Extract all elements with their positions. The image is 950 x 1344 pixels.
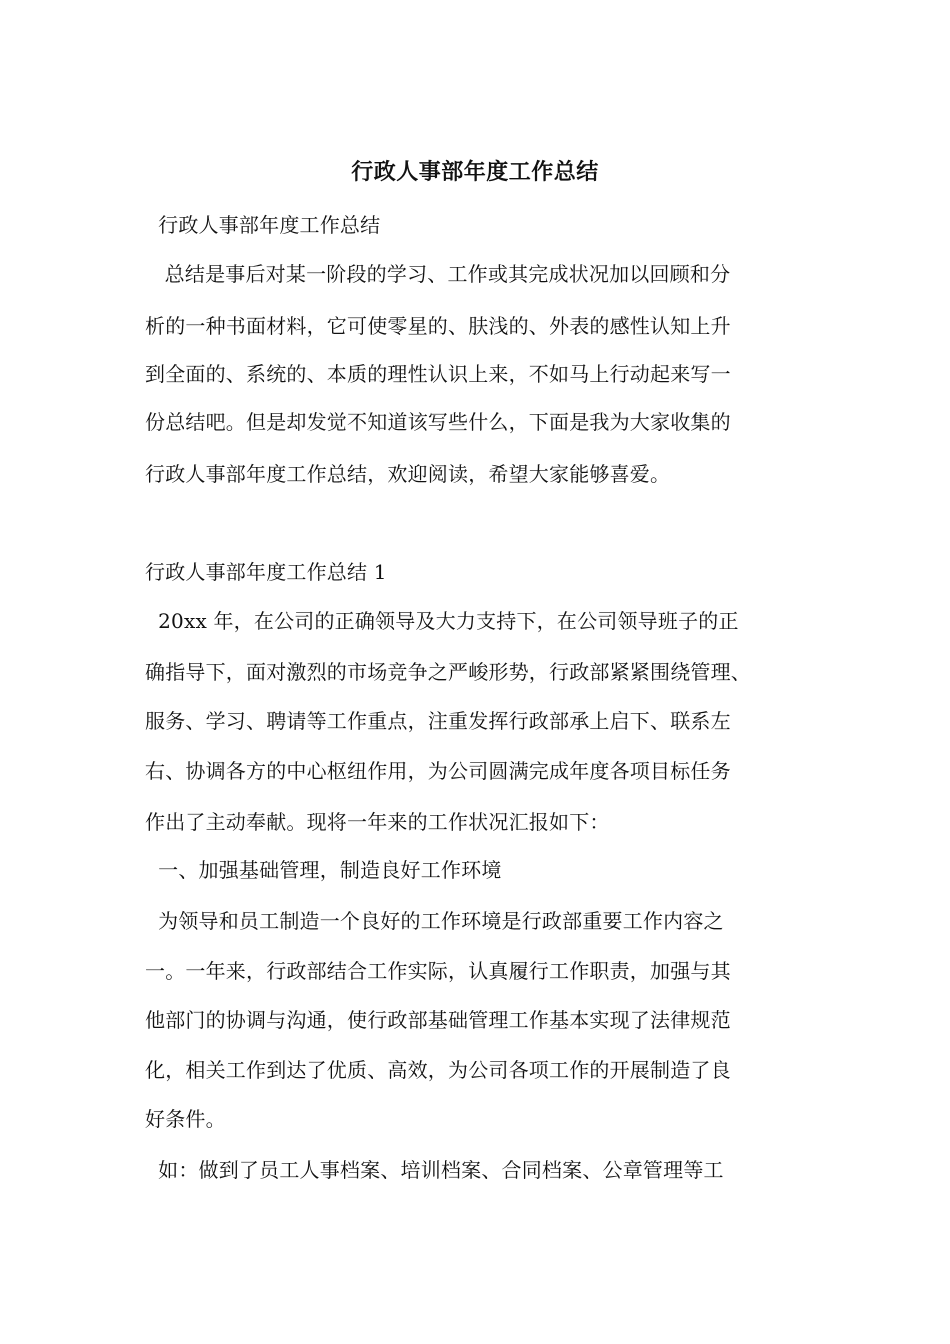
body-line-11: 如：做到了员工人事档案、培训档案、合同档案、公章管理等工 bbox=[145, 1158, 724, 1182]
body-line-2: 确指导下，面对激烈的市场竞争之严峻形势，行政部紧紧围绕管理、 bbox=[145, 660, 751, 684]
subsection-heading-1: 一、加强基础管理，制造良好工作环境 bbox=[145, 858, 502, 882]
body-line-6: 为领导和员工制造一个良好的工作环境是行政部重要工作内容之 bbox=[145, 909, 724, 933]
body-line-7: 一。一年来，行政部结合工作实际，认真履行工作职责，加强与其 bbox=[145, 959, 731, 983]
intro-line-5: 行政人事部年度工作总结，欢迎阅读，希望大家能够喜爱。 bbox=[145, 462, 671, 486]
subtitle-line: 行政人事部年度工作总结 bbox=[145, 213, 381, 237]
intro-line-3: 到全面的、系统的、本质的理性认识上来，不如马上行动起来写一 bbox=[145, 362, 731, 386]
body-line-1: 20xx 年，在公司的正确领导及大力支持下，在公司领导班子的正 bbox=[145, 609, 739, 633]
body-line-5: 作出了主动奉献。现将一年来的工作状况汇报如下： bbox=[145, 810, 610, 834]
intro-line-2: 析的一种书面材料，它可使零星的、肤浅的、外表的感性认知上升 bbox=[145, 314, 731, 338]
document-title: 行政人事部年度工作总结 bbox=[351, 159, 599, 185]
intro-line-4: 份总结吧。但是却发觉不知道该写些什么，下面是我为大家收集的 bbox=[145, 410, 731, 434]
body-line-4: 右、协调各方的中心枢纽作用，为公司圆满完成年度各项目标任务 bbox=[145, 759, 731, 783]
body-line-3: 服务、学习、聘请等工作重点，注重发挥行政部承上启下、联系左 bbox=[145, 709, 731, 733]
body-line-10: 好条件。 bbox=[145, 1107, 226, 1131]
body-line-8: 他部门的协调与沟通，使行政部基础管理工作基本实现了法律规范 bbox=[145, 1008, 731, 1032]
body-line-9: 化，相关工作到达了优质、高效，为公司各项工作的开展制造了良 bbox=[145, 1058, 731, 1082]
section-heading-1: 行政人事部年度工作总结 1 bbox=[145, 560, 387, 584]
intro-line-1: 总结是事后对某一阶段的学习、工作或其完成状况加以回顾和分 bbox=[145, 262, 731, 286]
